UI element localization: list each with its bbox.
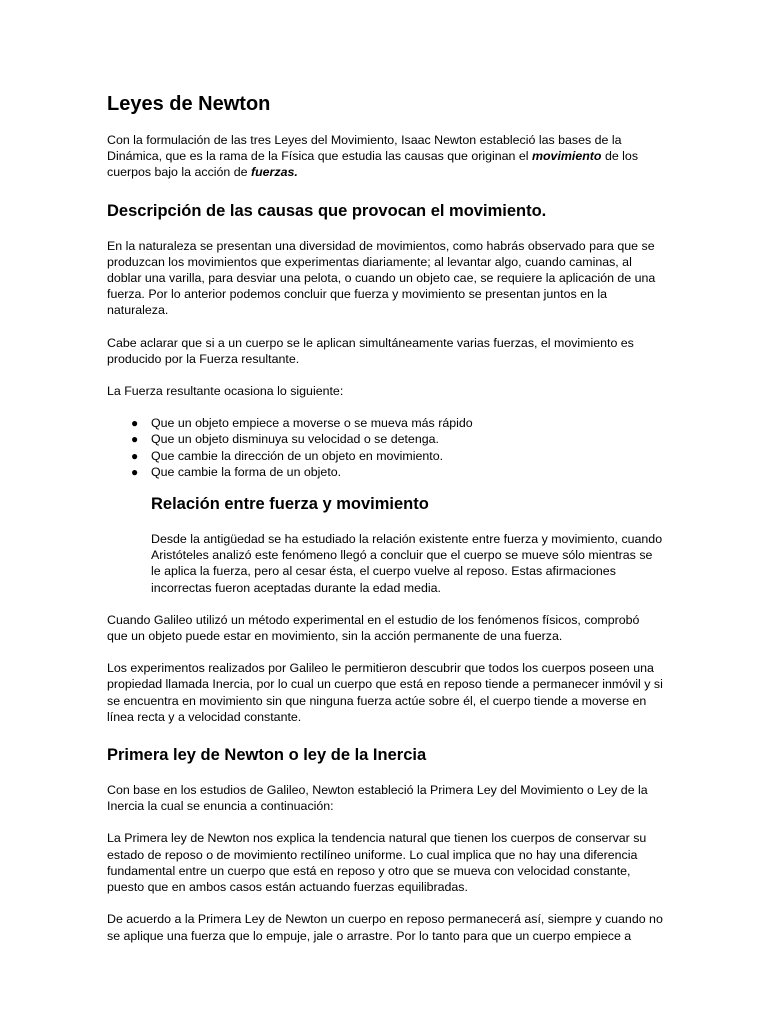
- effects-list: [107, 415, 663, 480]
- list-item: [131, 448, 663, 464]
- section-heading-primera-ley: Primera ley de Newton o ley de la Inercia: [107, 746, 427, 765]
- intro-paragraph: [107, 132, 663, 181]
- section-heading-relacion: Relación entre fuerza y movimiento: [151, 495, 429, 514]
- section3-paragraph-1: Con base en los estudios de Galileo, Newton estableció la Primera Ley del Movimiento o Ley de la Inercia la cual se enuncia a continuación:: [107, 783, 648, 814]
- section3-paragraph-3: De acuerdo a la Primera Ley de Newton un cuerpo en reposo permanecerá así, siempre y cuando no se aplique una fuerza que lo empuje, jale o arrastre. Por lo tanto para que un cuerpo empiece a: [107, 912, 663, 943]
- list-item-text: Que cambie la forma de un objeto.: [151, 464, 342, 479]
- bullet-icon: ●: [131, 432, 139, 447]
- section1-paragraph-2: Cabe aclarar que si a un cuerpo se le aplican simultáneamente varias fuerzas, el movimiento es producido por la Fuerza resultante.: [107, 335, 634, 366]
- list-item: [131, 464, 663, 480]
- section2-paragraph-2: Cuando Galileo utilizó un método experimental en el estudio de los fenómenos físicos, comprobó que un objeto puede estar en movimiento, sin la acción permanente de una fuerza.: [107, 612, 640, 644]
- list-item: [131, 431, 663, 447]
- section1-paragraph-3: La Fuerza resultante ocasiona lo siguiente:: [107, 384, 344, 399]
- list-item-text: Que un objeto disminuya su velocidad o se detenga.: [151, 432, 439, 447]
- bullet-icon: ●: [131, 464, 139, 479]
- intro-emphasis-movimiento: movimiento: [531, 149, 602, 164]
- list-item: [131, 415, 663, 431]
- section-heading-causas: Descripción de las causas que provocan el movimiento.: [107, 201, 547, 220]
- bullet-icon: ●: [131, 448, 139, 463]
- intro-emphasis-fuerzas: fuerzas.: [250, 165, 298, 180]
- intro-text-1: Con la formulación de las tres Leyes del Movimiento, Isaac Newton estableció las bases de la Dinámica, que es la rama de la Física que estudia las causas que originan el: [107, 133, 622, 164]
- list-item-text: Que cambie la dirección de un objeto en movimiento.: [151, 448, 444, 463]
- section2-paragraph-1: Desde la antigüedad se ha estudiado la relación existente entre fuerza y movimiento, cuando Aristóteles analizó este fenómeno llegó a concluir que el cuerpo se mueve sólo mientras se le aplica la fuerza, pero al cesar ésta, el cuerpo vuelve al reposo. Estas afirmaciones incorrectas fueron aceptadas durante la edad media.: [151, 532, 663, 595]
- document-page: [107, 92, 663, 960]
- intro-text-2: de los cuerpos bajo la acción de: [107, 149, 639, 180]
- section3-paragraph-2: La Primera ley de Newton nos explica la tendencia natural que tienen los cuerpos de conservar su estado de reposo o de movimiento rectilíneo uniforme. Lo cual implica que no hay una diferencia fundamental entre un cuerpo que está en reposo y otro que se mueva con velocidad constante, puesto que en ambos casos están actuando fuerzas equilibradas.: [107, 831, 647, 895]
- section2-paragraph-3: Los experimentos realizados por Galileo le permitieron descubrir que todos los cuerpos poseen una propiedad llamada Inercia, por lo cual un cuerpo que está en reposo tiende a permanecer inmóvil y si se encuentra en movimiento sin que ninguna fuerza actúe sobre él, el cuerpo tiende a moverse en línea recta y a velocidad constante.: [107, 661, 663, 724]
- section1-paragraph-1: En la naturaleza se presentan una diversidad de movimientos, como habrás observado para que se produzcan los movimientos que experimentas diariamente; al levantar algo, cuando caminas, al doblar una varilla, para desviar una pelota, o cuando un objeto cae, se requiere la aplicación de una fuerza. Por lo anterior podemos concluir que fuerza y movimiento se presentan juntos en la naturaleza.: [107, 238, 656, 318]
- page-title: Leyes de Newton: [107, 93, 271, 115]
- bullet-icon: ●: [131, 416, 139, 431]
- list-item-text: Que un objeto empiece a moverse o se mueva más rápido: [151, 416, 473, 431]
